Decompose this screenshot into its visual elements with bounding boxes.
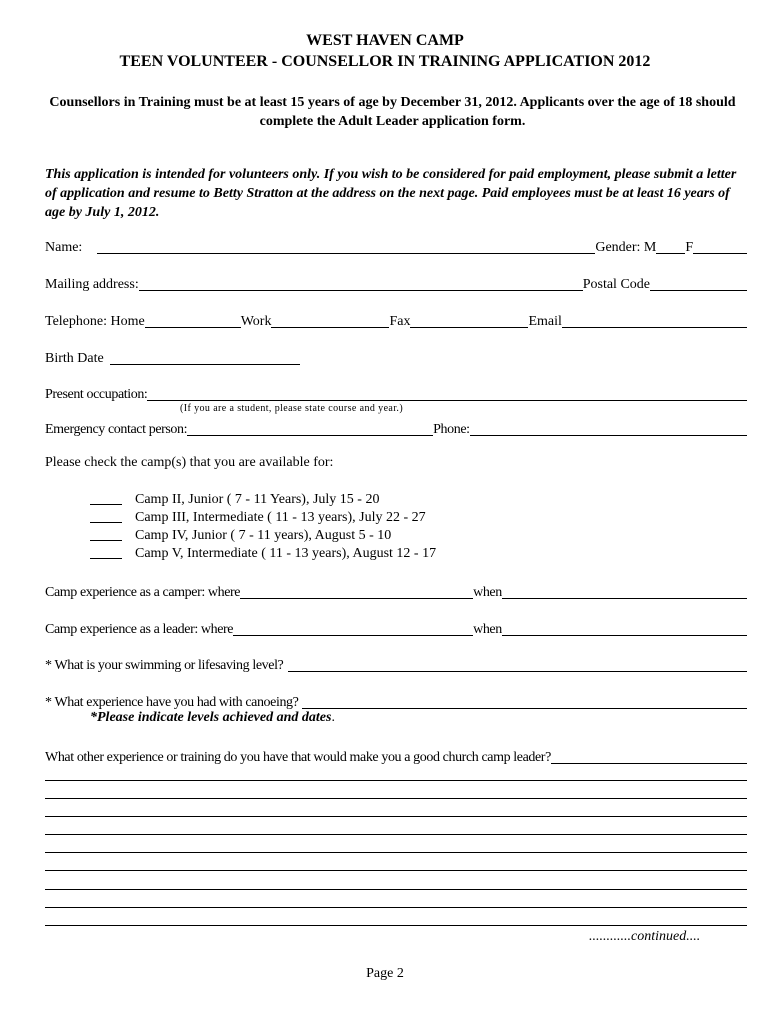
camp-option-label: Camp IV, Junior ( 7 - 11 years), August 5 - 10 — [135, 528, 392, 543]
answer-line[interactable] — [45, 780, 747, 781]
camp-option — [90, 508, 436, 526]
age-requirement-notice: Counsellors in Training must be at least 15 years of age by December 31, 2012. Applicants over the age of 18 should complete the Adult Leader application form. — [49, 95, 736, 129]
camp-options-list — [90, 490, 436, 562]
camp-option — [90, 526, 436, 544]
occupation-hint: (If you are a student, please state course and year.) — [180, 403, 404, 414]
answer-line[interactable] — [45, 907, 747, 908]
emergency-contact-label: Emergency contact person: — [45, 422, 188, 437]
fax-label: Fax — [389, 314, 411, 329]
camp-availability-prompt: Please check the camp(s) that you are available for: — [45, 455, 334, 470]
camper-when-field[interactable] — [502, 583, 747, 599]
page-number: Page 2 — [366, 966, 404, 981]
levels-note-text: *Please indicate levels achieved and dates — [90, 710, 332, 725]
answer-line[interactable] — [45, 852, 747, 853]
volunteer-notice: This application is intended for volunteers only. If you wish to be considered for paid employment, please submit a letter of application and resume to Betty Stratton at the address on the next page. Paid employees must be at least 16 years of age by July 1, 2012. — [45, 167, 737, 220]
camp-option-label: Camp III, Intermediate ( 11 - 13 years), July 22 - 27 — [135, 510, 426, 525]
name-row — [45, 236, 747, 256]
birth-date-row — [45, 347, 747, 367]
emergency-contact-field[interactable] — [187, 420, 433, 436]
answer-line[interactable] — [45, 870, 747, 871]
leader-when-field[interactable] — [502, 620, 747, 636]
gender-label: Gender: M — [595, 240, 657, 255]
work-phone-label: Work — [240, 314, 272, 329]
canoeing-label: * What experience have you had with canoeing? — [45, 695, 299, 710]
name-field[interactable] — [97, 238, 595, 254]
levels-note — [90, 710, 335, 726]
answer-line[interactable] — [45, 798, 747, 799]
camp-check-blank[interactable] — [90, 545, 122, 559]
camp-option-label: Camp V, Intermediate ( 11 - 13 years), August 12 - 17 — [135, 546, 437, 561]
answer-line[interactable] — [45, 816, 747, 817]
gender-female-label: F — [685, 240, 694, 255]
camp-check-blank[interactable] — [90, 527, 122, 541]
canoeing-field[interactable] — [302, 693, 747, 709]
camp-check-blank[interactable] — [90, 509, 122, 523]
camper-where-field[interactable] — [240, 583, 473, 599]
occupation-row — [45, 383, 747, 403]
leader-where-field[interactable] — [233, 620, 473, 636]
answer-line[interactable] — [45, 889, 747, 890]
fax-field[interactable] — [410, 312, 528, 328]
camp-option-label: Camp II, Junior ( 7 - 11 Years), July 15 - 20 — [135, 492, 380, 507]
swimming-level-field[interactable] — [288, 656, 747, 672]
gender-female-field[interactable] — [693, 238, 747, 254]
gender-male-field[interactable] — [656, 238, 685, 254]
swimming-row — [45, 654, 747, 674]
camper-when-label: when — [473, 585, 502, 600]
other-experience-label: What other experience or training do you have that would make you a good church camp leader? — [45, 750, 551, 765]
answer-line[interactable] — [45, 925, 747, 926]
birth-date-field[interactable] — [110, 349, 300, 365]
continued-note: ............continued.... — [589, 929, 701, 944]
leader-experience-row — [45, 618, 747, 638]
telephone-home-label: Telephone: Home — [45, 314, 145, 329]
other-experience-row — [45, 746, 747, 766]
emergency-row — [45, 418, 747, 438]
canoeing-row — [45, 691, 747, 711]
occupation-field[interactable] — [147, 385, 747, 401]
telephone-row — [45, 310, 747, 330]
occupation-label: Present occupation: — [45, 387, 148, 402]
name-label: Name: — [45, 240, 83, 255]
camp-option — [90, 490, 436, 508]
swimming-level-label: * What is your swimming or lifesaving level? — [45, 658, 284, 673]
form-title: TEEN VOLUNTEER - COUNSELLOR IN TRAINING APPLICATION 2012 — [119, 53, 651, 70]
mailing-address-field[interactable] — [139, 275, 583, 291]
postal-code-field[interactable] — [650, 275, 747, 291]
telephone-home-field[interactable] — [145, 312, 241, 328]
camp-option — [90, 544, 436, 562]
birth-date-label: Birth Date — [45, 351, 104, 366]
leader-when-label: when — [473, 622, 502, 637]
answer-line[interactable] — [45, 834, 747, 835]
leader-where-label: Camp experience as a leader: where — [45, 622, 234, 637]
levels-note-period: . — [331, 710, 335, 725]
emergency-phone-label: Phone: — [433, 422, 470, 437]
camper-experience-row — [45, 581, 747, 601]
mailing-address-label: Mailing address: — [45, 277, 139, 292]
email-field[interactable] — [562, 312, 747, 328]
emergency-phone-field[interactable] — [470, 420, 747, 436]
camp-check-blank[interactable] — [90, 491, 122, 505]
work-phone-field[interactable] — [271, 312, 389, 328]
postal-code-label: Postal Code — [582, 277, 650, 292]
email-label: Email — [528, 314, 562, 329]
other-experience-field[interactable] — [551, 748, 747, 764]
mailing-row — [45, 273, 747, 293]
camper-where-label: Camp experience as a camper: where — [45, 585, 241, 600]
camp-name: WEST HAVEN CAMP — [306, 32, 464, 49]
